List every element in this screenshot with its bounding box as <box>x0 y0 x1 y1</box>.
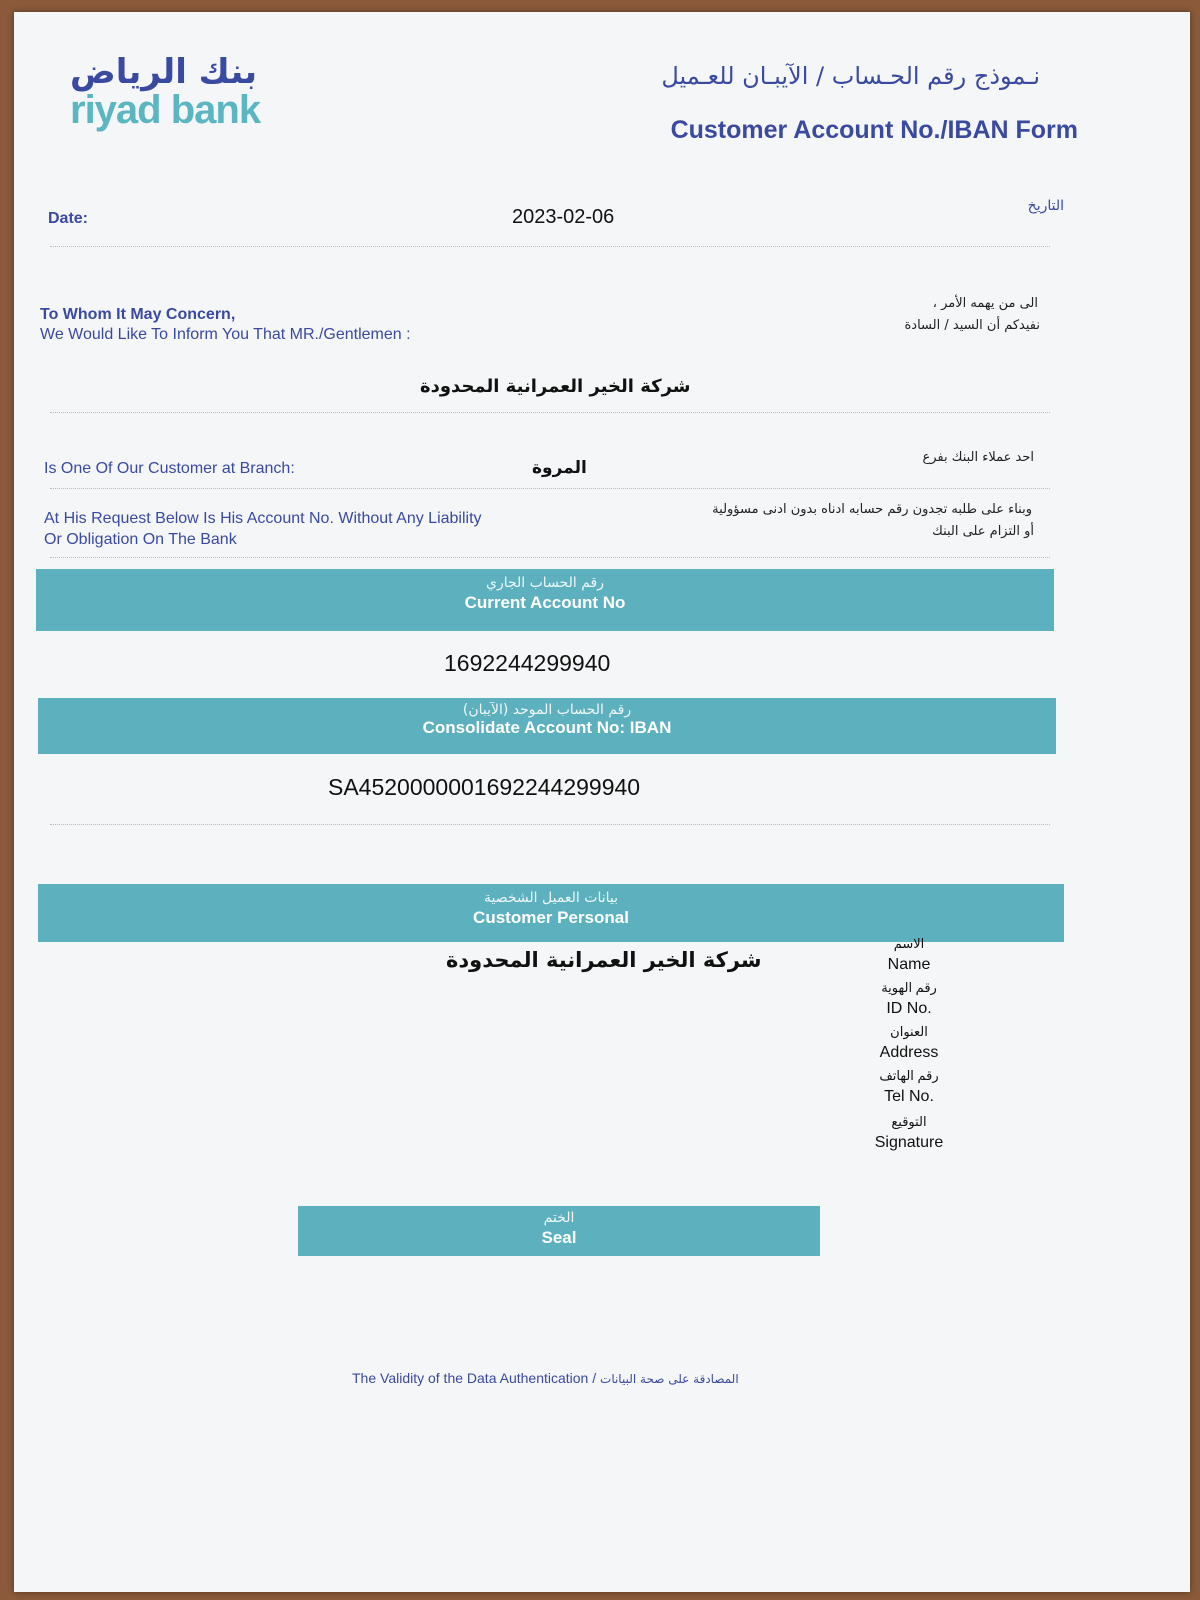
bank-logo-english: riyad bank <box>70 88 261 132</box>
id-field-label-arabic: رقم الهوية <box>881 980 937 995</box>
footer-validity-english: The Validity of the Data Authentication / <box>352 1370 597 1386</box>
customer-personal-band <box>38 884 1064 942</box>
tel-field-label: Tel No. <box>884 1088 934 1105</box>
branch-label-arabic: احد عملاء البنك بفرع <box>922 450 1034 465</box>
iban-band <box>38 698 1056 754</box>
address-field-label-arabic: العنوان <box>890 1024 928 1039</box>
date-label: Date: <box>48 210 89 227</box>
personal-name-value: شركة الخير العمرانية المحدودة <box>446 948 762 972</box>
form-title-english: Customer Account No./IBAN Form <box>670 116 1078 144</box>
divider <box>50 412 1050 413</box>
footer-validity-arabic: المصادقة على صحة البيانات <box>600 1372 739 1386</box>
divider <box>50 246 1050 247</box>
iban-value: SA4520000001692244299940 <box>328 774 641 800</box>
date-value: 2023-02-06 <box>512 206 615 228</box>
request-arabic-line1: وبناء على طلبه تجدون رقم حسابه ادناه بدون ادنى مسؤولية <box>712 502 1032 517</box>
iban-label-arabic: رقم الحساب الموحد (الآيبان) <box>462 702 632 718</box>
name-field-label-arabic: الاسم <box>893 936 925 951</box>
divider <box>50 557 1050 558</box>
date-label-arabic: التاريخ <box>1027 198 1064 214</box>
divider <box>50 488 1050 489</box>
personal-label-arabic: بيانات العميل الشخصية <box>483 890 618 906</box>
bank-logo-arabic: بنك الرياض <box>70 52 257 92</box>
greeting-line1: To Whom It May Concern, <box>40 306 236 323</box>
iban-label: Consolidate Account No: IBAN <box>422 718 672 737</box>
seal-band <box>298 1206 820 1256</box>
current-account-label: Current Account No <box>464 593 626 612</box>
signature-field-label-arabic: التوقيع <box>891 1114 927 1129</box>
personal-label: Customer Personal <box>473 908 629 927</box>
id-field-label: ID No. <box>886 1000 932 1017</box>
footer-validity <box>352 1370 739 1386</box>
customer-name: شركة الخير العمرانية المحدودة <box>420 376 691 397</box>
current-account-value: 1692244299940 <box>444 650 611 676</box>
request-line2: Or Obligation On The Bank <box>44 531 237 548</box>
request-arabic-line2: أو التزام على البنك <box>932 524 1034 539</box>
greeting-arabic-line2: نفيدكم أن السيد / السادة <box>904 318 1040 333</box>
greeting-arabic-line1: الى من يهمه الأمر ، <box>932 296 1038 311</box>
divider <box>50 824 1050 825</box>
seal-label-arabic: الختم <box>543 1210 575 1226</box>
request-line1: At His Request Below Is His Account No. Without Any Liability <box>44 510 482 527</box>
current-account-band <box>36 569 1054 631</box>
greeting-line2: We Would Like To Inform You That MR./Gentlemen : <box>40 326 411 343</box>
seal-label: Seal <box>541 1228 577 1247</box>
name-field-label: Name <box>887 956 931 973</box>
form-paper <box>14 12 1190 1592</box>
form-title-arabic: نـموذج رقم الحـساب / الآيبـان للعـميل <box>661 62 1040 90</box>
branch-label: Is One Of Our Customer at Branch: <box>44 460 295 477</box>
tel-field-label-arabic: رقم الهاتف <box>879 1068 939 1083</box>
current-account-label-arabic: رقم الحساب الجاري <box>486 575 604 591</box>
signature-field-label: Signature <box>874 1134 944 1151</box>
branch-value: المروة <box>532 458 587 478</box>
address-field-label: Address <box>879 1044 939 1061</box>
